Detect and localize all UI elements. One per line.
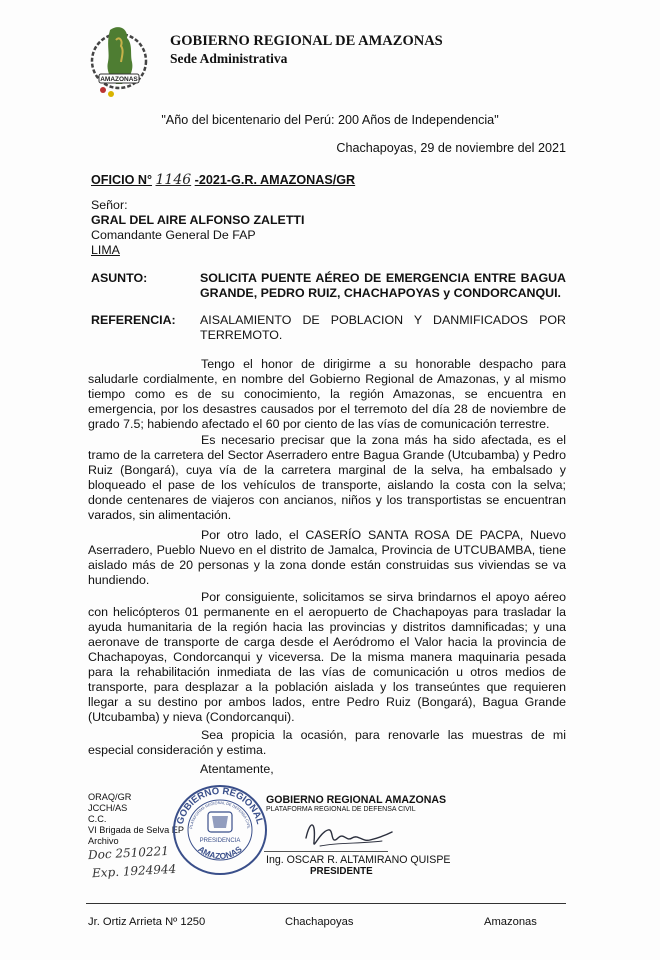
body-paragraph-2: Es necesario precisar que la zona más ha sido afectada, es el tramo de la carretera del Sector Aserradero entre Bagua Grande (Utcubamba) y Pedro Ruiz (Bongará), cuya vía de la carretera marginal de la selva, ha embalsado y bloqueado el pase de los vehículos de transporte, aislando la costa con la selva; donde centenares de viajeros con ancianos, niños y los transportistas se encuentran varados, sin alimentación. [88, 433, 566, 522]
footer [0, 916, 660, 932]
handwritten-signature [300, 812, 400, 854]
footer-city: Chachapoyas [285, 916, 354, 928]
seal-center-text: PRESIDENCIA [199, 838, 241, 844]
seal-bottom-text: AMAZONAS [196, 843, 244, 862]
org-name: GOBIERNO REGIONAL DE AMAZONAS [170, 33, 443, 49]
signature-org: GOBIERNO REGIONAL AMAZONAS [266, 794, 447, 806]
oficio-number [91, 172, 355, 188]
recipient-name: GRAL DEL AIRE ALFONSO ZALETTI [91, 213, 305, 227]
org-subname: Sede Administrativa [170, 51, 288, 66]
body-paragraph-1: Tengo el honor de dirigirme a su honorable despacho para saludarle cordialmente, en nombre del Gobierno Regional de Amazonas, y al mismo tiempo como es de su conocimiento, la región Amazonas, se encuentra en emergencia, por los desastres causados por el terremoto del día 28 de noviembre de grado 7.5; habiendo afectado el 60 por ciento de las vías de comunicación terrestre. [88, 357, 566, 431]
signer-name: Ing. OSCAR R. ALTAMIRANO QUISPE [266, 854, 451, 866]
place-date: Chachapoyas, 29 de noviembre del 2021 [336, 141, 566, 155]
referencia-label: REFERENCIA: [91, 313, 176, 327]
svg-text:AMAZONAS [196, 844, 244, 861]
seal-mid-text: PLATAFORMA REGIONAL DE DEFENSA CIVIL [189, 800, 251, 830]
regional-logo [88, 22, 150, 100]
copy-item: ORAQ/GR [88, 792, 132, 802]
seal-top-text: GOBIERNO REGIONAL [174, 785, 266, 826]
official-seal [170, 782, 270, 878]
oficio-prefix: OFICIO N° [91, 173, 153, 187]
footer-address: Jr. Ortiz Arrieta Nº 1250 [88, 916, 206, 928]
copy-item: JCCH/AS [88, 803, 128, 813]
recipient-city: LIMA [91, 243, 120, 257]
copy-item: VI Brigada de Selva EP [88, 825, 185, 835]
copy-item: Archivo [88, 836, 119, 846]
body-paragraph-4: Por consiguiente, solicitamos se sirva brindarnos el apoyo aéreo con helicópteros 01 permanente en el aeropuerto de Chachapoyas para trasladar la ayuda humanitaria de la región hacia las provincias y distritos damnificadas; y una aeronave de transporte de carga desde el Aeródromo el Valor hacia la provincia de Chachapoyas, Condorcanqui y viceversa. De la misma manera maquinaria pesada para la rehabilitación inmediata de las vías de comunicación u otros medios de transporte, para desplazar a la población aislada y los transeúntes que requieren llegar a su destino por ambos lados, entre Pedro Ruiz (Bongará), Bagua Grande (Utcubamba) y nieva (Condorcanqui). [88, 590, 566, 724]
asunto-label: ASUNTO: [91, 271, 148, 285]
salutation: Señor: [91, 198, 128, 212]
referencia-text: AISALAMIENTO DE POBLACION Y DANMIFICADOS POR TERREMOTO. [200, 313, 566, 342]
body-paragraph-5: Sea propicia la ocasión, para renovarle las muestras de mi especial consideración y estima. [88, 728, 566, 757]
asunto-text: SOLICITA PUENTE AÉREO DE EMERGENCIA ENTRE BAGUA GRANDE, PEDRO RUIZ, CHACHAPOYAS y CONDORCANQUI. [200, 271, 566, 300]
year-motto: "Año del bicentenario del Perú: 200 Años de Independencia" [161, 113, 499, 127]
oficio-handwritten-number: 1146 [155, 172, 192, 188]
closing: Atentamente, [200, 762, 274, 776]
signer-role: PRESIDENTE [310, 866, 373, 877]
copy-item: C.C. [88, 814, 107, 824]
footer-divider [86, 903, 566, 904]
signature-line [264, 851, 388, 852]
oficio-suffix: -2021-G.R. AMAZONAS/GR [194, 173, 356, 187]
recipient-title: Comandante General De FAP [91, 228, 256, 242]
body-paragraph-3: Por otro lado, el CASERÍO SANTA ROSA DE PACPA, Nuevo Aserradero, Pueblo Nuevo en el distrito de Jamalca, Provincia de UTCUBAMBA, tiene aislado más de 20 personas y la zona donde están construidas sus viviendas se va hundiendo. [88, 528, 566, 587]
footer-region: Amazonas [484, 916, 537, 928]
signature-platform: PLATAFORMA REGIONAL DE DEFENSA CIVIL [266, 806, 416, 813]
logo-text: AMAZONAS [100, 76, 138, 83]
handwritten-doc-note: Doc 2510221 [87, 843, 170, 863]
handwritten-exp-note: Exp. 1924944 [91, 861, 177, 881]
